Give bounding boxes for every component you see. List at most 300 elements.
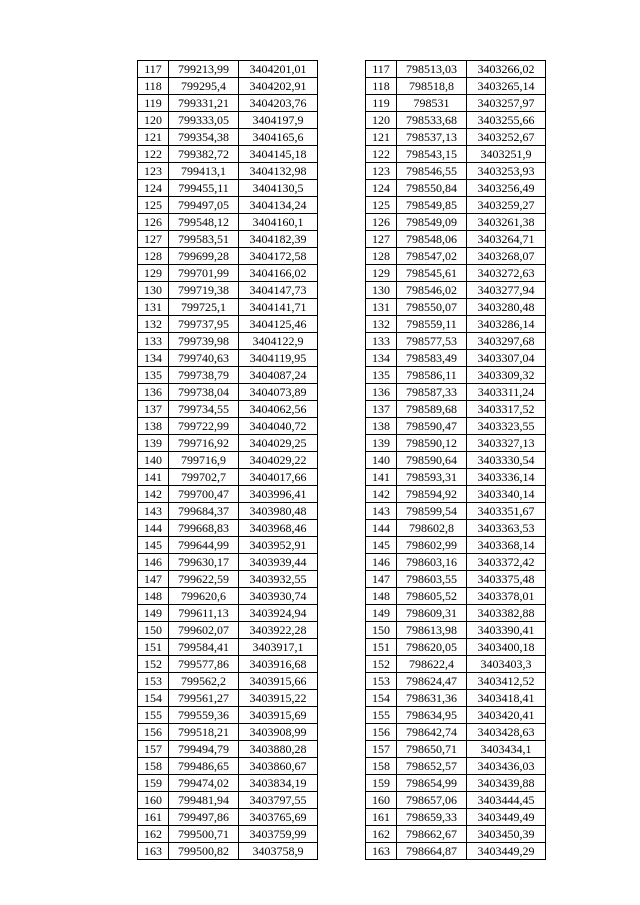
point-number-cell: 161 <box>138 809 169 826</box>
table-row <box>366 435 546 452</box>
y-coordinate-cell: 3404087,24 <box>239 367 318 384</box>
table-row <box>138 571 318 588</box>
y-coordinate-cell: 3403259,27 <box>467 197 546 214</box>
y-coordinate-cell: 3403251,9 <box>467 146 546 163</box>
y-coordinate-cell: 3403403,3 <box>467 656 546 673</box>
point-number-cell: 135 <box>366 367 397 384</box>
point-number-cell: 151 <box>138 639 169 656</box>
table-row <box>366 95 546 112</box>
point-number-cell: 141 <box>138 469 169 486</box>
table-row <box>366 843 546 860</box>
table-row <box>138 350 318 367</box>
table-bottom-spacer <box>366 860 546 867</box>
left-table-body <box>138 61 318 867</box>
spacer-cell <box>397 860 467 867</box>
table-row <box>138 452 318 469</box>
x-coordinate-cell: 798602,8 <box>397 520 467 537</box>
y-coordinate-cell: 3403277,94 <box>467 282 546 299</box>
point-number-cell: 121 <box>138 129 169 146</box>
table-row <box>138 95 318 112</box>
y-coordinate-cell: 3403268,07 <box>467 248 546 265</box>
table-row <box>366 639 546 656</box>
y-coordinate-cell: 3404040,72 <box>239 418 318 435</box>
table-row <box>366 537 546 554</box>
table-row <box>138 333 318 350</box>
x-coordinate-cell: 798559,11 <box>397 316 467 333</box>
x-coordinate-cell: 798594,92 <box>397 486 467 503</box>
table-row <box>366 656 546 673</box>
y-coordinate-cell: 3403257,97 <box>467 95 546 112</box>
point-number-cell: 130 <box>138 282 169 299</box>
x-coordinate-cell: 798586,11 <box>397 367 467 384</box>
x-coordinate-cell: 799561,27 <box>169 690 239 707</box>
point-number-cell: 143 <box>138 503 169 520</box>
y-coordinate-cell: 3403368,14 <box>467 537 546 554</box>
table-row <box>366 112 546 129</box>
point-number-cell: 126 <box>138 214 169 231</box>
y-coordinate-cell: 3403253,93 <box>467 163 546 180</box>
y-coordinate-cell: 3404141,71 <box>239 299 318 316</box>
table-row <box>138 401 318 418</box>
y-coordinate-cell: 3403412,52 <box>467 673 546 690</box>
point-number-cell: 122 <box>366 146 397 163</box>
x-coordinate-cell: 799740,63 <box>169 350 239 367</box>
x-coordinate-cell: 798593,31 <box>397 469 467 486</box>
point-number-cell: 154 <box>138 690 169 707</box>
x-coordinate-cell: 799699,28 <box>169 248 239 265</box>
x-coordinate-cell: 798545,61 <box>397 265 467 282</box>
x-coordinate-cell: 799562,2 <box>169 673 239 690</box>
table-row <box>138 282 318 299</box>
y-coordinate-cell: 3403351,67 <box>467 503 546 520</box>
y-coordinate-cell: 3404017,66 <box>239 469 318 486</box>
x-coordinate-cell: 798602,99 <box>397 537 467 554</box>
x-coordinate-cell: 799734,55 <box>169 401 239 418</box>
table-row <box>138 78 318 95</box>
x-coordinate-cell: 798605,52 <box>397 588 467 605</box>
x-coordinate-cell: 798624,47 <box>397 673 467 690</box>
point-number-cell: 156 <box>366 724 397 741</box>
point-number-cell: 133 <box>366 333 397 350</box>
point-number-cell: 157 <box>138 741 169 758</box>
point-number-cell: 163 <box>366 843 397 860</box>
x-coordinate-cell: 798583,49 <box>397 350 467 367</box>
table-row <box>366 146 546 163</box>
point-number-cell: 121 <box>366 129 397 146</box>
table-row <box>138 741 318 758</box>
table-row <box>366 503 546 520</box>
table-row <box>366 775 546 792</box>
table-row <box>366 809 546 826</box>
spacer-cell <box>169 860 239 867</box>
point-number-cell: 138 <box>138 418 169 435</box>
table-row <box>366 469 546 486</box>
y-coordinate-cell: 3403266,02 <box>467 61 546 78</box>
table-row <box>138 792 318 809</box>
y-coordinate-cell: 3403390,41 <box>467 622 546 639</box>
table-row <box>138 486 318 503</box>
table-row <box>138 503 318 520</box>
table-row <box>138 554 318 571</box>
point-number-cell: 163 <box>138 843 169 860</box>
x-coordinate-cell: 799722,99 <box>169 418 239 435</box>
x-coordinate-cell: 798631,36 <box>397 690 467 707</box>
y-coordinate-cell: 3403428,63 <box>467 724 546 741</box>
y-coordinate-cell: 3404182,39 <box>239 231 318 248</box>
spacer-cell <box>467 860 546 867</box>
table-row <box>138 265 318 282</box>
table-row <box>138 299 318 316</box>
table-row <box>138 435 318 452</box>
point-number-cell: 145 <box>366 537 397 554</box>
point-number-cell: 142 <box>366 486 397 503</box>
point-number-cell: 137 <box>138 401 169 418</box>
x-coordinate-cell: 799701,99 <box>169 265 239 282</box>
table-bottom-spacer <box>138 860 318 867</box>
point-number-cell: 140 <box>366 452 397 469</box>
table-row <box>366 180 546 197</box>
y-coordinate-cell: 3403996,41 <box>239 486 318 503</box>
table-row <box>138 61 318 78</box>
y-coordinate-cell: 3403297,68 <box>467 333 546 350</box>
x-coordinate-cell: 798543,15 <box>397 146 467 163</box>
x-coordinate-cell: 799584,41 <box>169 639 239 656</box>
point-number-cell: 134 <box>366 350 397 367</box>
y-coordinate-cell: 3404147,73 <box>239 282 318 299</box>
table-row <box>366 571 546 588</box>
right-coordinate-table <box>365 60 546 866</box>
table-row <box>366 741 546 758</box>
y-coordinate-cell: 3404062,56 <box>239 401 318 418</box>
y-coordinate-cell: 3403834,19 <box>239 775 318 792</box>
point-number-cell: 132 <box>366 316 397 333</box>
table-row <box>138 826 318 843</box>
y-coordinate-cell: 3403286,14 <box>467 316 546 333</box>
table-row <box>366 707 546 724</box>
x-coordinate-cell: 798590,12 <box>397 435 467 452</box>
y-coordinate-cell: 3403797,55 <box>239 792 318 809</box>
point-number-cell: 149 <box>366 605 397 622</box>
left-coordinate-table <box>137 60 318 866</box>
point-number-cell: 159 <box>366 775 397 792</box>
table-row <box>138 690 318 707</box>
point-number-cell: 146 <box>138 554 169 571</box>
table-row <box>138 367 318 384</box>
y-coordinate-cell: 3403939,44 <box>239 554 318 571</box>
point-number-cell: 154 <box>366 690 397 707</box>
y-coordinate-cell: 3403420,41 <box>467 707 546 724</box>
x-coordinate-cell: 798548,06 <box>397 231 467 248</box>
point-number-cell: 131 <box>366 299 397 316</box>
point-number-cell: 142 <box>138 486 169 503</box>
point-number-cell: 123 <box>138 163 169 180</box>
x-coordinate-cell: 798531 <box>397 95 467 112</box>
x-coordinate-cell: 799548,12 <box>169 214 239 231</box>
y-coordinate-cell: 3403449,29 <box>467 843 546 860</box>
point-number-cell: 158 <box>366 758 397 775</box>
y-coordinate-cell: 3403916,68 <box>239 656 318 673</box>
x-coordinate-cell: 798547,02 <box>397 248 467 265</box>
x-coordinate-cell: 799331,21 <box>169 95 239 112</box>
y-coordinate-cell: 3403375,48 <box>467 571 546 588</box>
point-number-cell: 129 <box>138 265 169 282</box>
point-number-cell: 129 <box>366 265 397 282</box>
x-coordinate-cell: 799518,21 <box>169 724 239 741</box>
table-row <box>366 554 546 571</box>
point-number-cell: 138 <box>366 418 397 435</box>
point-number-cell: 124 <box>366 180 397 197</box>
x-coordinate-cell: 799668,83 <box>169 520 239 537</box>
x-coordinate-cell: 798613,98 <box>397 622 467 639</box>
y-coordinate-cell: 3403280,48 <box>467 299 546 316</box>
y-coordinate-cell: 3403400,18 <box>467 639 546 656</box>
point-number-cell: 160 <box>138 792 169 809</box>
table-row <box>138 469 318 486</box>
table-row <box>366 690 546 707</box>
point-number-cell: 125 <box>366 197 397 214</box>
y-coordinate-cell: 3403758,9 <box>239 843 318 860</box>
point-number-cell: 136 <box>366 384 397 401</box>
x-coordinate-cell: 799213,99 <box>169 61 239 78</box>
y-coordinate-cell: 3403449,49 <box>467 809 546 826</box>
table-row <box>366 248 546 265</box>
x-coordinate-cell: 799716,9 <box>169 452 239 469</box>
y-coordinate-cell: 3403434,1 <box>467 741 546 758</box>
y-coordinate-cell: 3403922,28 <box>239 622 318 639</box>
y-coordinate-cell: 3403252,67 <box>467 129 546 146</box>
table-row <box>366 486 546 503</box>
table-row <box>366 299 546 316</box>
y-coordinate-cell: 3403340,14 <box>467 486 546 503</box>
point-number-cell: 152 <box>366 656 397 673</box>
x-coordinate-cell: 799559,36 <box>169 707 239 724</box>
x-coordinate-cell: 799739,98 <box>169 333 239 350</box>
y-coordinate-cell: 3403372,42 <box>467 554 546 571</box>
y-coordinate-cell: 3403309,32 <box>467 367 546 384</box>
point-number-cell: 159 <box>138 775 169 792</box>
table-row <box>138 316 318 333</box>
point-number-cell: 143 <box>366 503 397 520</box>
y-coordinate-cell: 3403382,88 <box>467 605 546 622</box>
point-number-cell: 156 <box>138 724 169 741</box>
point-number-cell: 118 <box>366 78 397 95</box>
table-row <box>366 520 546 537</box>
spacer-cell <box>138 860 169 867</box>
point-number-cell: 161 <box>366 809 397 826</box>
x-coordinate-cell: 798590,64 <box>397 452 467 469</box>
table-row <box>366 418 546 435</box>
x-coordinate-cell: 799413,1 <box>169 163 239 180</box>
y-coordinate-cell: 3403968,46 <box>239 520 318 537</box>
y-coordinate-cell: 3403436,03 <box>467 758 546 775</box>
y-coordinate-cell: 3403908,99 <box>239 724 318 741</box>
point-number-cell: 128 <box>138 248 169 265</box>
x-coordinate-cell: 798642,74 <box>397 724 467 741</box>
table-row <box>366 197 546 214</box>
table-row <box>138 214 318 231</box>
y-coordinate-cell: 3403327,13 <box>467 435 546 452</box>
x-coordinate-cell: 799583,51 <box>169 231 239 248</box>
x-coordinate-cell: 799474,02 <box>169 775 239 792</box>
point-number-cell: 162 <box>138 826 169 843</box>
table-row <box>138 588 318 605</box>
y-coordinate-cell: 3404029,22 <box>239 452 318 469</box>
table-row <box>138 231 318 248</box>
point-number-cell: 150 <box>138 622 169 639</box>
y-coordinate-cell: 3403272,63 <box>467 265 546 282</box>
point-number-cell: 158 <box>138 758 169 775</box>
y-coordinate-cell: 3404197,9 <box>239 112 318 129</box>
table-row <box>138 775 318 792</box>
point-number-cell: 146 <box>366 554 397 571</box>
y-coordinate-cell: 3403450,39 <box>467 826 546 843</box>
x-coordinate-cell: 799295,4 <box>169 78 239 95</box>
x-coordinate-cell: 799382,72 <box>169 146 239 163</box>
x-coordinate-cell: 798589,68 <box>397 401 467 418</box>
point-number-cell: 136 <box>138 384 169 401</box>
point-number-cell: 155 <box>366 707 397 724</box>
x-coordinate-cell: 798537,13 <box>397 129 467 146</box>
table-row <box>138 180 318 197</box>
table-row <box>366 129 546 146</box>
x-coordinate-cell: 799716,92 <box>169 435 239 452</box>
point-number-cell: 150 <box>366 622 397 639</box>
y-coordinate-cell: 3403924,94 <box>239 605 318 622</box>
table-row <box>366 758 546 775</box>
x-coordinate-cell: 799577,86 <box>169 656 239 673</box>
x-coordinate-cell: 799622,59 <box>169 571 239 588</box>
x-coordinate-cell: 798549,85 <box>397 197 467 214</box>
y-coordinate-cell: 3404073,89 <box>239 384 318 401</box>
y-coordinate-cell: 3403261,38 <box>467 214 546 231</box>
point-number-cell: 144 <box>366 520 397 537</box>
x-coordinate-cell: 799602,07 <box>169 622 239 639</box>
x-coordinate-cell: 798620,05 <box>397 639 467 656</box>
point-number-cell: 152 <box>138 656 169 673</box>
x-coordinate-cell: 798664,87 <box>397 843 467 860</box>
y-coordinate-cell: 3404029,25 <box>239 435 318 452</box>
y-coordinate-cell: 3404125,46 <box>239 316 318 333</box>
y-coordinate-cell: 3403880,28 <box>239 741 318 758</box>
table-row <box>366 622 546 639</box>
y-coordinate-cell: 3403323,55 <box>467 418 546 435</box>
point-number-cell: 135 <box>138 367 169 384</box>
x-coordinate-cell: 799333,05 <box>169 112 239 129</box>
x-coordinate-cell: 799500,82 <box>169 843 239 860</box>
point-number-cell: 140 <box>138 452 169 469</box>
point-number-cell: 162 <box>366 826 397 843</box>
table-row <box>138 605 318 622</box>
point-number-cell: 126 <box>366 214 397 231</box>
table-row <box>366 350 546 367</box>
table-row <box>366 826 546 843</box>
table-row <box>366 384 546 401</box>
x-coordinate-cell: 798609,31 <box>397 605 467 622</box>
y-coordinate-cell: 3403952,91 <box>239 537 318 554</box>
x-coordinate-cell: 798650,71 <box>397 741 467 758</box>
x-coordinate-cell: 799486,65 <box>169 758 239 775</box>
point-number-cell: 153 <box>366 673 397 690</box>
point-number-cell: 157 <box>366 741 397 758</box>
point-number-cell: 144 <box>138 520 169 537</box>
x-coordinate-cell: 798513,03 <box>397 61 467 78</box>
point-number-cell: 145 <box>138 537 169 554</box>
table-row <box>366 401 546 418</box>
point-number-cell: 155 <box>138 707 169 724</box>
point-number-cell: 147 <box>366 571 397 588</box>
table-row <box>366 605 546 622</box>
x-coordinate-cell: 798652,57 <box>397 758 467 775</box>
table-row <box>366 588 546 605</box>
point-number-cell: 134 <box>138 350 169 367</box>
table-row <box>138 537 318 554</box>
table-row <box>138 724 318 741</box>
x-coordinate-cell: 799725,1 <box>169 299 239 316</box>
x-coordinate-cell: 799481,94 <box>169 792 239 809</box>
x-coordinate-cell: 798603,55 <box>397 571 467 588</box>
x-coordinate-cell: 798550,84 <box>397 180 467 197</box>
table-row <box>366 452 546 469</box>
x-coordinate-cell: 798577,53 <box>397 333 467 350</box>
y-coordinate-cell: 3403765,69 <box>239 809 318 826</box>
point-number-cell: 137 <box>366 401 397 418</box>
spacer-cell <box>239 860 318 867</box>
y-coordinate-cell: 3403915,22 <box>239 690 318 707</box>
table-row <box>138 707 318 724</box>
x-coordinate-cell: 799620,6 <box>169 588 239 605</box>
table-row <box>138 163 318 180</box>
y-coordinate-cell: 3403336,14 <box>467 469 546 486</box>
y-coordinate-cell: 3404134,24 <box>239 197 318 214</box>
point-number-cell: 153 <box>138 673 169 690</box>
point-number-cell: 128 <box>366 248 397 265</box>
y-coordinate-cell: 3403255,66 <box>467 112 546 129</box>
point-number-cell: 139 <box>138 435 169 452</box>
point-number-cell: 141 <box>366 469 397 486</box>
x-coordinate-cell: 799611,13 <box>169 605 239 622</box>
y-coordinate-cell: 3403915,66 <box>239 673 318 690</box>
point-number-cell: 131 <box>138 299 169 316</box>
y-coordinate-cell: 3404202,91 <box>239 78 318 95</box>
table-row <box>366 316 546 333</box>
y-coordinate-cell: 3404166,02 <box>239 265 318 282</box>
x-coordinate-cell: 798546,55 <box>397 163 467 180</box>
right-table-body <box>366 61 546 867</box>
point-number-cell: 117 <box>366 61 397 78</box>
point-number-cell: 120 <box>138 112 169 129</box>
x-coordinate-cell: 798590,47 <box>397 418 467 435</box>
x-coordinate-cell: 798546,02 <box>397 282 467 299</box>
x-coordinate-cell: 799500,71 <box>169 826 239 843</box>
y-coordinate-cell: 3403363,53 <box>467 520 546 537</box>
table-row <box>138 418 318 435</box>
x-coordinate-cell: 799737,95 <box>169 316 239 333</box>
table-row <box>138 843 318 860</box>
y-coordinate-cell: 3403418,41 <box>467 690 546 707</box>
table-row <box>138 248 318 265</box>
table-row <box>366 792 546 809</box>
table-row <box>138 639 318 656</box>
x-coordinate-cell: 799738,79 <box>169 367 239 384</box>
table-row <box>138 197 318 214</box>
point-number-cell: 149 <box>138 605 169 622</box>
y-coordinate-cell: 3404119,95 <box>239 350 318 367</box>
table-row <box>366 673 546 690</box>
point-number-cell: 127 <box>138 231 169 248</box>
point-number-cell: 119 <box>366 95 397 112</box>
table-row <box>366 724 546 741</box>
x-coordinate-cell: 798659,33 <box>397 809 467 826</box>
